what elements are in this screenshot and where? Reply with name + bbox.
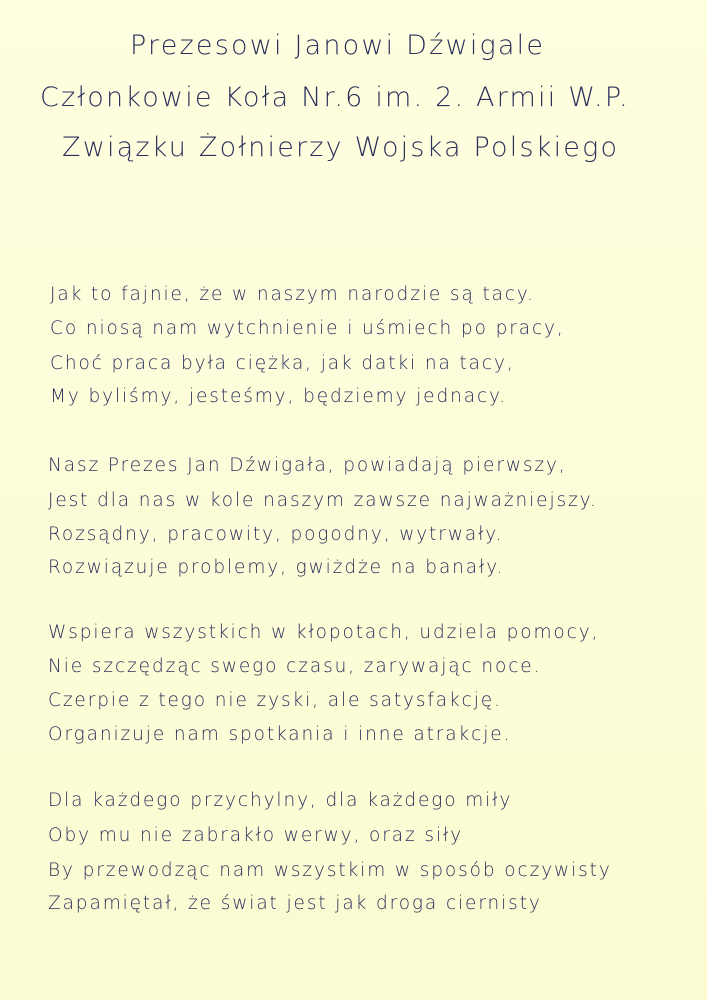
poem-line: Organizuje nam spotkania i inne atrakcje.: [48, 724, 512, 745]
poem-line: Czerpie z tego nie zyski, ale satysfakcję.: [48, 690, 502, 711]
poem-line: Dla każdego przychylny, dla każdego miły: [48, 790, 513, 811]
poem-line: Wspiera wszystkich w kłopotach, udziela pomocy,: [48, 622, 600, 643]
heading-line-2: Członkowie Koła Nr.6 im. 2. Armii W.P.: [40, 82, 630, 113]
poem-line: Rozsądny, pracowity, pogodny, wytrwały.: [48, 524, 504, 545]
poem-line: Zapamiętał, że świat jest jak droga ciernisty: [48, 893, 542, 914]
poem-line: Nie szczędząc swego czasu, zarywając noce.: [48, 656, 542, 677]
poem-line: Jak to fajnie, że w naszym narodzie są tacy.: [50, 284, 535, 305]
poem-line: Oby mu nie zabrakło werwy, oraz siły: [48, 825, 463, 846]
heading-line-3: Związku Żołnierzy Wojska Polskiego: [62, 132, 620, 163]
poem-line: Nasz Prezes Jan Dźwigała, powiadają pierwszy,: [48, 455, 567, 476]
heading-line-1: Prezesowi Janowi Dźwigale: [130, 30, 546, 61]
poem-line: By przewodząc nam wszystkim w sposób oczywisty: [48, 860, 612, 881]
poem-line: Jest dla nas w kole naszym zawsze najważniejszy.: [48, 490, 598, 511]
poem-line: Rozwiązuje problemy, gwiżdże na banały.: [48, 557, 505, 578]
poem-line: Co niosą nam wytchnienie i uśmiech po pracy,: [50, 318, 565, 339]
poem-line: My byliśmy, jesteśmy, będziemy jednacy.: [50, 386, 508, 407]
poem-line: Choć praca była ciężka, jak datki na tacy,: [50, 353, 515, 374]
